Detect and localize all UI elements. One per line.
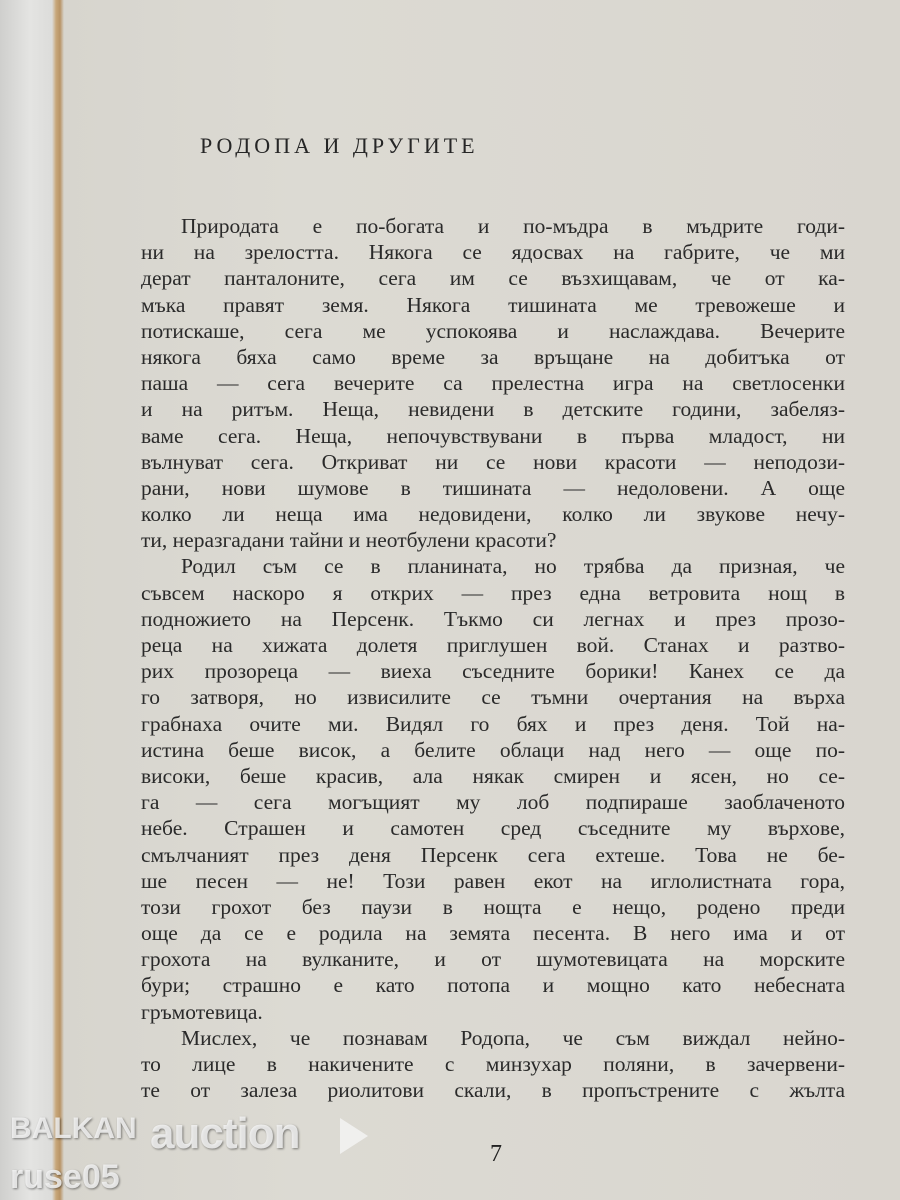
text-line: грабнаха очите ми. Видял го бях и през деня. Той на- [141,711,845,736]
chapter-title: РОДОПА И ДРУГИТЕ [200,133,479,158]
text-line: още да се е родила на земята песента. В него има и от [141,921,845,946]
watermark-logo-line1: BALKAN [10,1112,137,1145]
text-line: бури; страшно е като потопа и мощно като небесната [141,973,845,998]
text-line: потискаше, сега ме успокоява и наслаждава. Вечерите [141,318,845,343]
text-line: го затворя, но извисилите се тъмни очертания на върха [141,685,845,710]
text-line: истина беше висок, а белите облаци над него — още по- [141,737,845,762]
text-line: и на ритъм. Неща, невидени в детските години, забеляз- [141,397,845,422]
text-line: Мислех, че познавам Родопа, че съм виждал нейно- [181,1025,845,1050]
text-line: паша — сега вечерите са прелестна игра на светлосенки [141,371,845,396]
page-number: 7 [490,1141,502,1167]
text-line: дерат панталоните, сега им се възхищавам, че от ка- [141,266,845,291]
watermark-logo-line2: auction [150,1109,300,1158]
text-line: ни на зрелостта. Някога се ядосвах на габрите, че ми [141,240,845,265]
text-line: колко ли неща има недовидени, колко ли звукове нечу- [141,502,845,527]
text-line: Родил съм се в планината, но трябва да призная, че [181,554,845,579]
watermark-play-icon [340,1118,368,1154]
body-text [141,213,845,1103]
text-line: ти, неразгадани тайни и неотбулени красоти? [141,528,557,553]
text-line: Природата е по-богата и по-мъдра в мъдрите годи- [181,214,845,238]
text-line: то лице в накичените с минзухар поляни, в зачервени- [141,1052,845,1076]
text-line: реца на хижата долетя приглушен вой. Станах и разтво- [141,633,845,657]
watermark-logo-line3: ruse05 [10,1158,120,1196]
text-line: някога бяха само време за връщане на добитъка от [141,344,845,369]
text-line: ше песен — не! Този равен екот на иглолистната гора, [141,868,845,893]
text-line: гръмотевица. [141,999,263,1024]
text-line: подножието на Персенк. Тъкмо си легнах и през прозо- [141,606,845,631]
text-line: рих прозореца — виеха съседните борики! Канех се да [141,659,845,684]
text-line: вълнуват сега. Откриват ни се нови красоти — неподози- [141,449,845,474]
text-line: този грохот без паузи в нощта е нещо, родено преди [141,894,845,919]
text-line: га — сега могъщият му лоб подпираше заоблаченото [141,790,845,815]
text-line: мъка правят земя. Някога тишината ме тревожеше и [141,292,845,317]
text-line: смълчаният през деня Персенк сега ехтеше. Това не бе- [141,842,845,867]
text-line: те от залеза риолитови скали, в пропъстрените с жълта [141,1078,845,1103]
text-line: небе. Страшен и самотен сред съседните му върхове, [141,816,845,841]
text-line: високи, беше красив, ала някак смирен и ясен, но се- [141,763,845,788]
text-line: ваме сега. Неща, непочувствувани в първа младост, ни [141,423,845,448]
text-line: рани, нови шумове в тишината — недоловени. А още [141,475,845,500]
text-line: съвсем наскоро я открих — през една ветровита нощ в [141,580,845,605]
text-line: грохота на вулканите, и от шумотевицата на морските [141,947,845,972]
